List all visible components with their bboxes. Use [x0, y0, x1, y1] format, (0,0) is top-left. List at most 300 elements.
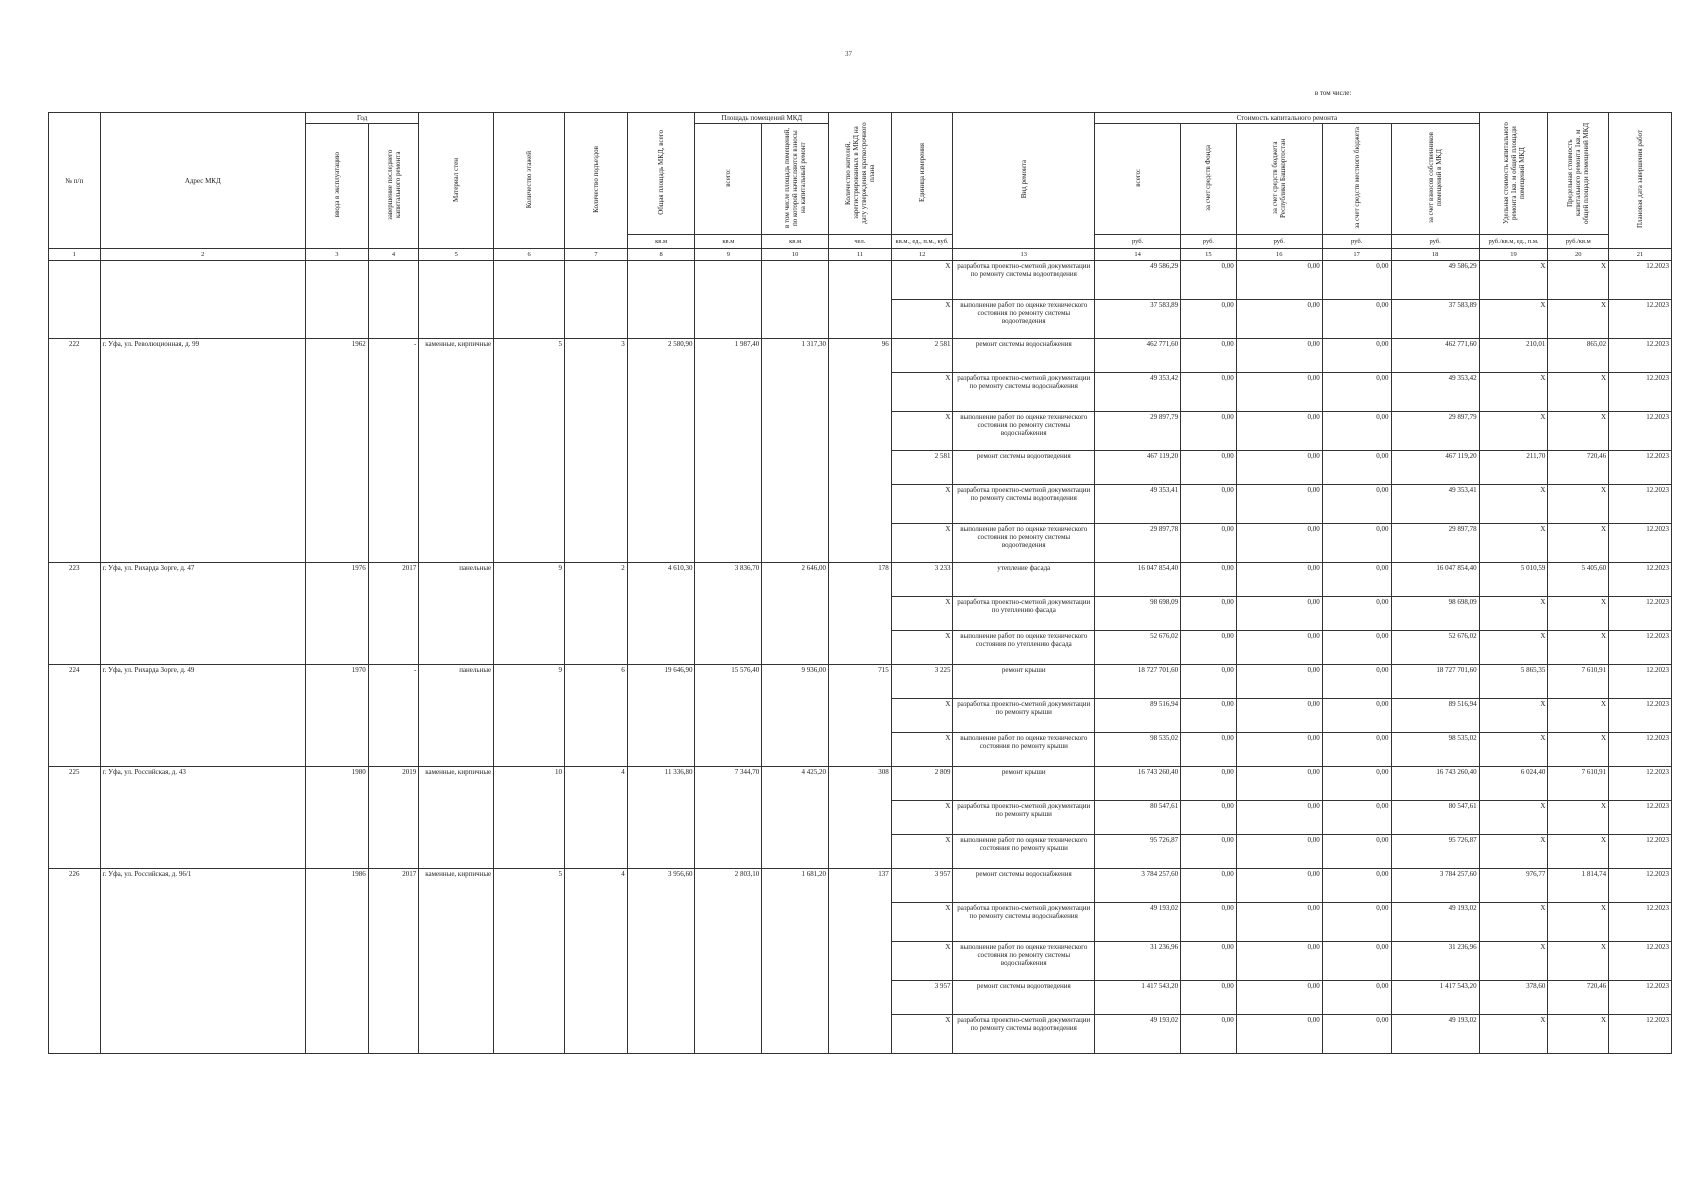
- cell-cost-local: 0,00: [1322, 801, 1391, 835]
- cell-premises-total: 1 987,40: [695, 339, 762, 563]
- cell-cost-local: 0,00: [1322, 665, 1391, 699]
- cell-wall-material: каменные, кирпичные: [419, 339, 494, 563]
- table-row: [49, 869, 1672, 903]
- column-number: 3: [305, 249, 368, 261]
- cell-unit-cost: X: [1479, 835, 1548, 869]
- cell-work-type: разработка проектно-сметной документации по ремонту системы водоотведения: [953, 261, 1095, 300]
- cell-cost-local: 0,00: [1322, 942, 1391, 981]
- cell-premises-paying: [762, 261, 829, 339]
- cell-premises-total: 2 803,10: [695, 869, 762, 1054]
- cell-planned-date: 12.2023: [1609, 699, 1672, 733]
- cell-unit-value: X: [891, 801, 953, 835]
- cell-unit-cost: X: [1479, 733, 1548, 767]
- cell-planned-date: 12.2023: [1609, 942, 1672, 981]
- column-number: 2: [100, 249, 305, 261]
- cell-cost-owners: 95 726,87: [1391, 835, 1479, 869]
- header-total-area: Общая площадь МКД, всего: [627, 113, 695, 235]
- cell-wall-material: панельные: [419, 563, 494, 665]
- cell-work-type: ремонт системы водоотведения: [953, 451, 1095, 485]
- cell-year-last-repair: 2017: [368, 869, 419, 1054]
- header-cost-fund: в том числе: за счет средств Фонда: [1181, 124, 1237, 235]
- cell-floors: 5: [494, 339, 565, 563]
- cell-cost-local: 0,00: [1322, 451, 1391, 485]
- cell-cost-total: 89 516,94: [1095, 699, 1181, 733]
- column-number: 13: [953, 249, 1095, 261]
- cell-cost-fund: 0,00: [1181, 903, 1237, 942]
- cell-max-cost: X: [1548, 733, 1609, 767]
- cell-planned-date: 12.2023: [1609, 563, 1672, 597]
- cell-premises-paying: 2 646,00: [762, 563, 829, 665]
- cell-unit-value: X: [891, 597, 953, 631]
- cell-work-type: разработка проектно-сметной документации по ремонту крыши: [953, 699, 1095, 733]
- column-number: 9: [695, 249, 762, 261]
- cell-cost-local: 0,00: [1322, 524, 1391, 563]
- cell-cost-owners: 462 771,60: [1391, 339, 1479, 373]
- cell-work-type: выполнение работ по оценке технического состояния по ремонту системы водоснабжения: [953, 942, 1095, 981]
- cell-unit-cost: 5 010,59: [1479, 563, 1548, 597]
- cell-work-type: разработка проектно-сметной документации по ремонту крыши: [953, 801, 1095, 835]
- cell-cost-fund: 0,00: [1181, 261, 1237, 300]
- column-number: 16: [1236, 249, 1322, 261]
- cell-planned-date: 12.2023: [1609, 597, 1672, 631]
- cell-work-type: ремонт системы водоснабжения: [953, 339, 1095, 373]
- cell-planned-date: 12.2023: [1609, 767, 1672, 801]
- cell-year-last-repair: -: [368, 339, 419, 563]
- cell-cost-republic: 0,00: [1236, 903, 1322, 942]
- cell-unit-cost: X: [1479, 942, 1548, 981]
- cell-work-type: разработка проектно-сметной документации по ремонту системы водоснабжения: [953, 903, 1095, 942]
- cell-cost-owners: 1 417 543,20: [1391, 981, 1479, 1015]
- cell-residents: 715: [829, 665, 892, 767]
- column-number: 14: [1095, 249, 1181, 261]
- cell-unit-value: X: [891, 835, 953, 869]
- cell-cost-total: 29 897,78: [1095, 524, 1181, 563]
- cell-cost-republic: 0,00: [1236, 1015, 1322, 1054]
- column-number: 7: [564, 249, 627, 261]
- cell-max-cost: X: [1548, 597, 1609, 631]
- unit-max-cost: руб./кв.м: [1548, 235, 1609, 249]
- cell-cost-owners: 29 897,79: [1391, 412, 1479, 451]
- unit-cost-fund: руб.: [1181, 235, 1237, 249]
- cell-cost-local: 0,00: [1322, 485, 1391, 524]
- cell-row-number: 226: [49, 869, 101, 1054]
- cell-cost-local: 0,00: [1322, 412, 1391, 451]
- header-premises-paying: в том числе площадь помещений, по которой начисляются взносы на капитальный ремонт: [762, 124, 829, 235]
- cell-cost-total: 16 743 260,40: [1095, 767, 1181, 801]
- cell-premises-paying: 1 317,30: [762, 339, 829, 563]
- cell-work-type: разработка проектно-сметной документации по ремонту системы водоотведения: [953, 1015, 1095, 1054]
- cell-cost-owners: 49 353,42: [1391, 373, 1479, 412]
- cell-cost-republic: 0,00: [1236, 261, 1322, 300]
- cell-cost-total: 467 119,20: [1095, 451, 1181, 485]
- table-row: [49, 665, 1672, 699]
- cell-year-commission: [305, 261, 368, 339]
- cell-cost-fund: 0,00: [1181, 524, 1237, 563]
- column-number: 19: [1479, 249, 1548, 261]
- cell-address: [100, 261, 305, 339]
- cell-entrances: 3: [564, 339, 627, 563]
- cell-unit-cost: X: [1479, 801, 1548, 835]
- cell-cost-fund: 0,00: [1181, 767, 1237, 801]
- cell-planned-date: 12.2023: [1609, 485, 1672, 524]
- cell-unit-cost: 378,60: [1479, 981, 1548, 1015]
- column-number: 18: [1391, 249, 1479, 261]
- cell-planned-date: 12.2023: [1609, 261, 1672, 300]
- cell-planned-date: 12.2023: [1609, 903, 1672, 942]
- cell-unit-value: X: [891, 412, 953, 451]
- header-year-last-repair: завершение последнего капитального ремонта: [368, 124, 419, 249]
- header-address: Адрес МКД: [100, 113, 305, 249]
- cell-cost-republic: 0,00: [1236, 869, 1322, 903]
- cell-cost-owners: 49 193,02: [1391, 903, 1479, 942]
- cell-cost-local: 0,00: [1322, 981, 1391, 1015]
- cell-max-cost: X: [1548, 261, 1609, 300]
- header-cost-total: всего:: [1095, 124, 1181, 235]
- cell-cost-republic: 0,00: [1236, 699, 1322, 733]
- cell-cost-owners: 98 698,09: [1391, 597, 1479, 631]
- cell-planned-date: 12.2023: [1609, 300, 1672, 339]
- column-number-row: [49, 249, 1672, 261]
- header-floors: Количество этажей: [494, 113, 565, 249]
- cell-cost-fund: 0,00: [1181, 981, 1237, 1015]
- cell-cost-republic: 0,00: [1236, 801, 1322, 835]
- table-row: [49, 563, 1672, 597]
- unit-premises-total: кв.м: [695, 235, 762, 249]
- cell-cost-fund: 0,00: [1181, 631, 1237, 665]
- cell-max-cost: X: [1548, 942, 1609, 981]
- cell-unit-cost: X: [1479, 300, 1548, 339]
- cell-cost-fund: 0,00: [1181, 597, 1237, 631]
- cell-cost-fund: 0,00: [1181, 733, 1237, 767]
- cell-cost-fund: 0,00: [1181, 300, 1237, 339]
- cell-cost-fund: 0,00: [1181, 699, 1237, 733]
- cell-unit-cost: X: [1479, 631, 1548, 665]
- cell-cost-republic: 0,00: [1236, 339, 1322, 373]
- cell-cost-fund: 0,00: [1181, 451, 1237, 485]
- cell-unit-value: X: [891, 261, 953, 300]
- cell-cost-total: 49 353,41: [1095, 485, 1181, 524]
- cell-cost-owners: 467 119,20: [1391, 451, 1479, 485]
- column-number: 15: [1181, 249, 1237, 261]
- cell-work-type: утепление фасада: [953, 563, 1095, 597]
- cell-unit-value: X: [891, 524, 953, 563]
- cell-address: г. Уфа, ул. Российская, д. 43: [100, 767, 305, 869]
- cell-unit-value: X: [891, 903, 953, 942]
- cell-cost-fund: 0,00: [1181, 835, 1237, 869]
- cell-cost-local: 0,00: [1322, 631, 1391, 665]
- cell-cost-republic: 0,00: [1236, 412, 1322, 451]
- cell-cost-fund: 0,00: [1181, 942, 1237, 981]
- cell-entrances: [564, 261, 627, 339]
- cell-max-cost: X: [1548, 485, 1609, 524]
- cell-cost-owners: 18 727 701,60: [1391, 665, 1479, 699]
- cell-address: г. Уфа, ул. Рихарда Зорге, д. 49: [100, 665, 305, 767]
- header-year-commission: ввода в эксплуатацию: [305, 124, 368, 249]
- cell-total-area: 19 646,90: [627, 665, 695, 767]
- cell-cost-local: 0,00: [1322, 261, 1391, 300]
- table-row: [49, 767, 1672, 801]
- unit-cost-owners: руб.: [1391, 235, 1479, 249]
- cell-planned-date: 12.2023: [1609, 801, 1672, 835]
- cell-cost-owners: 49 193,02: [1391, 1015, 1479, 1054]
- unit-cost-republic: руб.: [1236, 235, 1322, 249]
- column-number: 4: [368, 249, 419, 261]
- cell-work-type: ремонт крыши: [953, 767, 1095, 801]
- cell-unit-cost: X: [1479, 412, 1548, 451]
- cell-cost-republic: 0,00: [1236, 373, 1322, 412]
- cell-row-number: 225: [49, 767, 101, 869]
- cell-work-type: выполнение работ по оценке технического состояния по ремонту системы водоотведения: [953, 300, 1095, 339]
- cell-premises-paying: 9 936,00: [762, 665, 829, 767]
- cell-max-cost: X: [1548, 373, 1609, 412]
- cell-max-cost: X: [1548, 300, 1609, 339]
- cell-planned-date: 12.2023: [1609, 733, 1672, 767]
- cell-cost-republic: 0,00: [1236, 524, 1322, 563]
- cell-entrances: 6: [564, 665, 627, 767]
- cell-wall-material: [419, 261, 494, 339]
- cell-work-type: разработка проектно-сметной документации по ремонту системы водоснабжения: [953, 373, 1095, 412]
- cell-cost-republic: 0,00: [1236, 300, 1322, 339]
- cell-cost-owners: 37 583,89: [1391, 300, 1479, 339]
- cell-unit-cost: X: [1479, 261, 1548, 300]
- cell-cost-total: 98 535,02: [1095, 733, 1181, 767]
- cell-year-commission: 1962: [305, 339, 368, 563]
- header-unit: Единица измерения: [891, 113, 953, 235]
- cell-work-type: выполнение работ по оценке технического состояния по ремонту системы водоснабжения: [953, 412, 1095, 451]
- cell-work-type: выполнение работ по оценке технического состояния по утеплению фасада: [953, 631, 1095, 665]
- cell-row-number: [49, 261, 101, 339]
- cell-max-cost: X: [1548, 631, 1609, 665]
- cell-cost-total: 29 897,79: [1095, 412, 1181, 451]
- cell-cost-total: 462 771,60: [1095, 339, 1181, 373]
- cell-cost-owners: 16 743 260,40: [1391, 767, 1479, 801]
- cell-max-cost: X: [1548, 835, 1609, 869]
- cell-cost-fund: 0,00: [1181, 869, 1237, 903]
- cell-unit-value: X: [891, 1015, 953, 1054]
- cell-cost-owners: 29 897,78: [1391, 524, 1479, 563]
- cell-unit-cost: X: [1479, 1015, 1548, 1054]
- cell-cost-owners: 31 236,96: [1391, 942, 1479, 981]
- cell-cost-owners: 80 547,61: [1391, 801, 1479, 835]
- header-cost-group: Стоимость капитального ремонта: [1095, 113, 1480, 124]
- cell-cost-total: 16 047 854,40: [1095, 563, 1181, 597]
- cell-work-type: ремонт крыши: [953, 665, 1095, 699]
- cell-planned-date: 12.2023: [1609, 1015, 1672, 1054]
- column-number: 8: [627, 249, 695, 261]
- cell-year-last-repair: [368, 261, 419, 339]
- cell-year-commission: 1986: [305, 869, 368, 1054]
- cell-cost-fund: 0,00: [1181, 485, 1237, 524]
- cell-year-last-repair: 2019: [368, 767, 419, 869]
- cell-premises-total: 7 344,70: [695, 767, 762, 869]
- cell-cost-total: 80 547,61: [1095, 801, 1181, 835]
- cell-max-cost: X: [1548, 903, 1609, 942]
- cell-premises-total: 3 836,70: [695, 563, 762, 665]
- cell-year-commission: 1980: [305, 767, 368, 869]
- column-number: 10: [762, 249, 829, 261]
- cell-cost-local: 0,00: [1322, 699, 1391, 733]
- header-unit-cost: Удельная стоимость капитального ремонта 1кв. м общей площади помещений МКД: [1479, 113, 1548, 235]
- unit-premises-paying: кв.м: [762, 235, 829, 249]
- cell-cost-owners: 49 353,41: [1391, 485, 1479, 524]
- cell-cost-owners: 49 586,29: [1391, 261, 1479, 300]
- cell-unit-value: X: [891, 733, 953, 767]
- cell-cost-local: 0,00: [1322, 339, 1391, 373]
- unit-residents: чел.: [829, 235, 892, 249]
- cell-total-area: 11 336,80: [627, 767, 695, 869]
- column-number: 21: [1609, 249, 1672, 261]
- cell-cost-republic: 0,00: [1236, 981, 1322, 1015]
- cell-wall-material: каменные, кирпичные: [419, 767, 494, 869]
- cell-cost-local: 0,00: [1322, 597, 1391, 631]
- cell-cost-republic: 0,00: [1236, 451, 1322, 485]
- cell-max-cost: X: [1548, 801, 1609, 835]
- cell-cost-total: 18 727 701,60: [1095, 665, 1181, 699]
- cell-unit-cost: X: [1479, 373, 1548, 412]
- cell-unit-cost: 211,70: [1479, 451, 1548, 485]
- cell-cost-fund: 0,00: [1181, 665, 1237, 699]
- cell-cost-local: 0,00: [1322, 300, 1391, 339]
- cell-cost-fund: 0,00: [1181, 339, 1237, 373]
- cell-cost-local: 0,00: [1322, 903, 1391, 942]
- cell-unit-cost: X: [1479, 597, 1548, 631]
- cell-unit-cost: X: [1479, 903, 1548, 942]
- cell-cost-local: 0,00: [1322, 869, 1391, 903]
- cell-row-number: 222: [49, 339, 101, 563]
- cell-max-cost: 865,02: [1548, 339, 1609, 373]
- cell-cost-republic: 0,00: [1236, 733, 1322, 767]
- cell-cost-republic: 0,00: [1236, 485, 1322, 524]
- cell-row-number: 223: [49, 563, 101, 665]
- cell-cost-republic: 0,00: [1236, 665, 1322, 699]
- cell-wall-material: панельные: [419, 665, 494, 767]
- header-premises-total: всего:: [695, 124, 762, 235]
- cell-unit-value: 2 809: [891, 767, 953, 801]
- cell-entrances: 4: [564, 767, 627, 869]
- cell-unit-value: X: [891, 373, 953, 412]
- cell-unit-cost: X: [1479, 524, 1548, 563]
- table-body: [49, 261, 1672, 1054]
- column-number: 1: [49, 249, 101, 261]
- cell-floors: 5: [494, 869, 565, 1054]
- cell-cost-republic: 0,00: [1236, 835, 1322, 869]
- cell-work-type: ремонт системы водоотведения: [953, 981, 1095, 1015]
- cell-premises-total: 15 576,40: [695, 665, 762, 767]
- cell-planned-date: 12.2023: [1609, 412, 1672, 451]
- cell-cost-local: 0,00: [1322, 835, 1391, 869]
- cell-cost-owners: 16 047 854,40: [1391, 563, 1479, 597]
- cell-max-cost: X: [1548, 412, 1609, 451]
- cell-unit-cost: 5 865,35: [1479, 665, 1548, 699]
- cell-unit-value: 3 233: [891, 563, 953, 597]
- column-number: 11: [829, 249, 892, 261]
- cell-unit-value: X: [891, 485, 953, 524]
- cell-cost-total: 49 353,42: [1095, 373, 1181, 412]
- header-cost-owners: за счет взносов собственников помещений в МКД: [1391, 124, 1479, 235]
- unit-unit-cost: руб./кв.м, ед., п.м.: [1479, 235, 1548, 249]
- cell-work-type: выполнение работ по оценке технического состояния по ремонту крыши: [953, 733, 1095, 767]
- cell-max-cost: X: [1548, 1015, 1609, 1054]
- cell-year-last-repair: -: [368, 665, 419, 767]
- cell-cost-republic: 0,00: [1236, 597, 1322, 631]
- cell-cost-fund: 0,00: [1181, 1015, 1237, 1054]
- cell-max-cost: X: [1548, 699, 1609, 733]
- cell-cost-total: 3 784 257,60: [1095, 869, 1181, 903]
- cell-floors: [494, 261, 565, 339]
- cell-cost-fund: 0,00: [1181, 563, 1237, 597]
- cell-max-cost: 1 814,74: [1548, 869, 1609, 903]
- unit-total-area: кв.м: [627, 235, 695, 249]
- header-wall-material: Материал стен: [419, 113, 494, 249]
- cell-cost-republic: 0,00: [1236, 942, 1322, 981]
- cell-cost-total: 95 726,87: [1095, 835, 1181, 869]
- cell-cost-owners: 98 535,02: [1391, 733, 1479, 767]
- cell-planned-date: 12.2023: [1609, 339, 1672, 373]
- cell-work-type: выполнение работ по оценке технического состояния по ремонту крыши: [953, 835, 1095, 869]
- header-residents: Количество жителей, зарегистрированных в МКД на дату утверждения краткосрочного плана: [829, 113, 892, 235]
- cell-unit-value: 2 581: [891, 451, 953, 485]
- repair-plan-sheet: [48, 89, 1672, 1054]
- cell-cost-total: 1 417 543,20: [1095, 981, 1181, 1015]
- cell-cost-total: 49 586,29: [1095, 261, 1181, 300]
- cell-cost-republic: 0,00: [1236, 563, 1322, 597]
- column-number: 12: [891, 249, 953, 261]
- page-number: 37: [845, 50, 852, 58]
- cell-premises-paying: 4 425,20: [762, 767, 829, 869]
- column-number: 17: [1322, 249, 1391, 261]
- cell-unit-value: 3 957: [891, 981, 953, 1015]
- header-no: № п/п: [49, 113, 101, 249]
- cell-work-type: выполнение работ по оценке технического состояния по ремонту системы водоотведения: [953, 524, 1095, 563]
- header-entrances: Количество подъездов: [564, 113, 627, 249]
- cell-premises-paying: 1 681,20: [762, 869, 829, 1054]
- cell-wall-material: каменные, кирпичные: [419, 869, 494, 1054]
- cell-unit-cost: 6 024,40: [1479, 767, 1548, 801]
- cell-planned-date: 12.2023: [1609, 631, 1672, 665]
- cell-floors: 10: [494, 767, 565, 869]
- cell-unit-cost: X: [1479, 699, 1548, 733]
- cell-unit-value: X: [891, 942, 953, 981]
- cell-cost-total: 52 676,02: [1095, 631, 1181, 665]
- cell-cost-local: 0,00: [1322, 733, 1391, 767]
- cell-floors: 9: [494, 665, 565, 767]
- cell-max-cost: 720,46: [1548, 451, 1609, 485]
- column-number: 5: [419, 249, 494, 261]
- cell-max-cost: X: [1548, 524, 1609, 563]
- cell-unit-value: X: [891, 300, 953, 339]
- cell-cost-local: 0,00: [1322, 1015, 1391, 1054]
- cell-row-number: 224: [49, 665, 101, 767]
- cell-cost-local: 0,00: [1322, 767, 1391, 801]
- header-premises-group: Площадь помещений МКД: [695, 113, 829, 124]
- cell-residents: 96: [829, 339, 892, 563]
- cell-cost-fund: 0,00: [1181, 412, 1237, 451]
- cell-premises-total: [695, 261, 762, 339]
- cell-residents: 178: [829, 563, 892, 665]
- header-cost-republic: за счет средств бюджета Республики Башкортостан: [1236, 124, 1322, 235]
- cell-floors: 9: [494, 563, 565, 665]
- cell-max-cost: 7 610,91: [1548, 767, 1609, 801]
- header-planned-date: Плановая дата завершения работ: [1609, 113, 1672, 249]
- cell-total-area: 2 580,90: [627, 339, 695, 563]
- cell-planned-date: 12.2023: [1609, 665, 1672, 699]
- cell-cost-total: 31 236,96: [1095, 942, 1181, 981]
- cell-unit-value: 3 225: [891, 665, 953, 699]
- cell-residents: 308: [829, 767, 892, 869]
- cell-total-area: 3 956,60: [627, 869, 695, 1054]
- cell-planned-date: 12.2023: [1609, 373, 1672, 412]
- cell-total-area: [627, 261, 695, 339]
